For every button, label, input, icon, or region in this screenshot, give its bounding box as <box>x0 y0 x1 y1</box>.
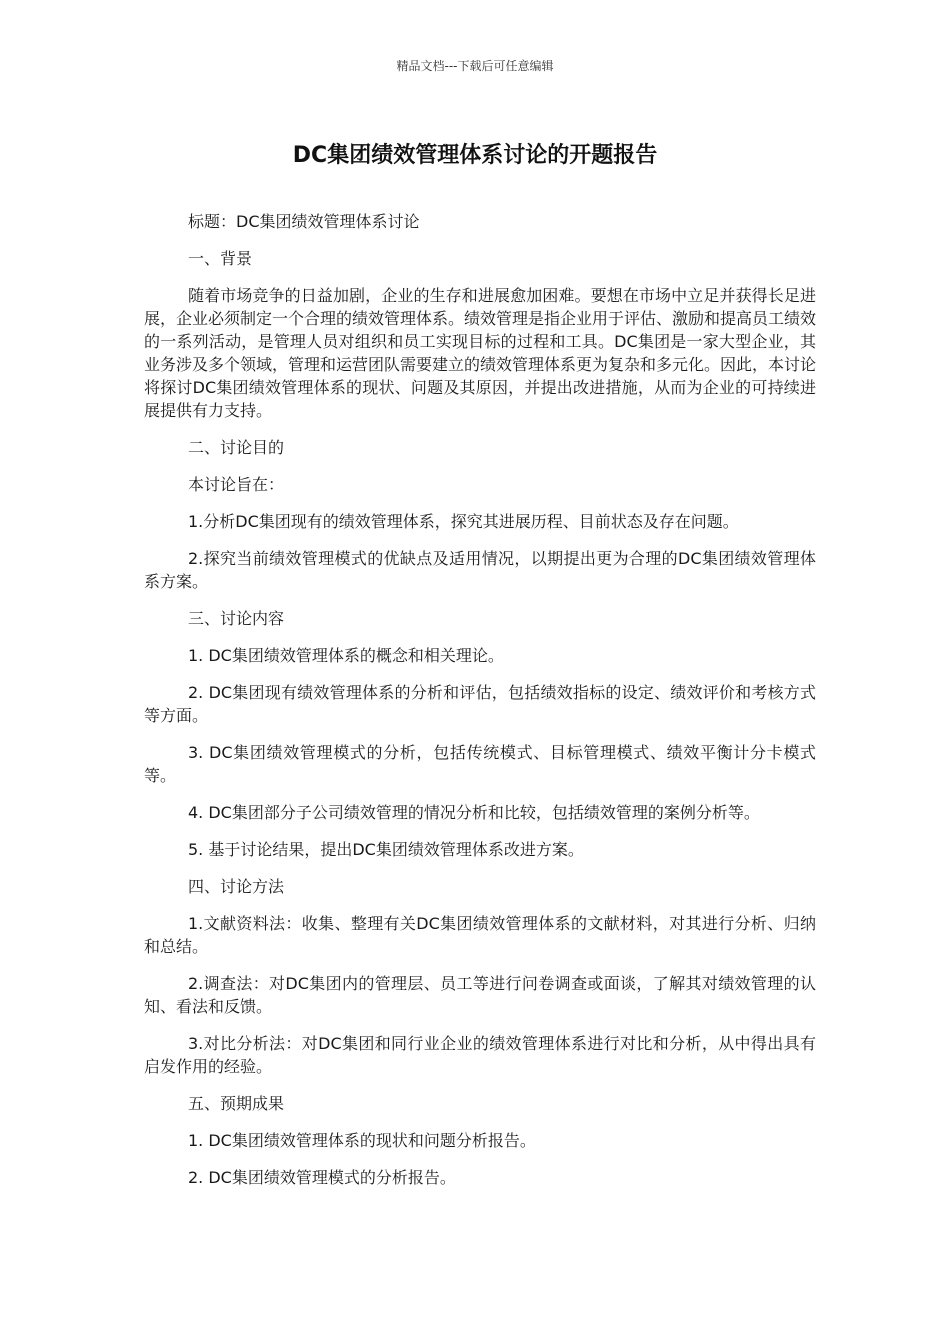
paragraph-content-item-4: 4. DC集团部分子公司绩效管理的情况分析和比较，包括绩效管理的案例分析等。 <box>188 803 760 822</box>
paragraph-content-item-5: 5. 基于讨论结果，提出DC集团绩效管理体系改进方案。 <box>188 840 584 859</box>
heading-expected-results: 五、预期成果 <box>188 1094 285 1113</box>
paragraph-method-item-1: 1.文献资料法：收集、整理有关DC集团绩效管理体系的文献材料，对其进行分析、归纳和总结。 <box>144 914 816 956</box>
paragraph-content-item-1: 1. DC集团绩效管理体系的概念和相关理论。 <box>188 646 504 665</box>
heading-purpose: 二、讨论目的 <box>188 438 285 457</box>
paragraph-result-item-1: 1. DC集团绩效管理体系的现状和问题分析报告。 <box>188 1131 536 1150</box>
paragraph-purpose-intro: 本讨论旨在： <box>188 475 285 494</box>
paragraph-result-item-2: 2. DC集团绩效管理模式的分析报告。 <box>188 1168 456 1187</box>
paragraph-content-item-3: 3. DC集团绩效管理模式的分析，包括传统模式、目标管理模式、绩效平衡计分卡模式等。 <box>144 743 816 785</box>
header-note: 精品文档---下载后可任意编辑 <box>396 59 554 73</box>
paragraph-method-item-3: 3.对比分析法：对DC集团和同行业企业的绩效管理体系进行对比和分析，从中得出具有启发作用的经验。 <box>144 1034 816 1076</box>
paragraph-purpose-item-2: 2.探究当前绩效管理模式的优缺点及适用情况，以期提出更为合理的DC集团绩效管理体系方案。 <box>144 549 816 591</box>
heading-content: 三、讨论内容 <box>188 609 285 628</box>
paragraph-subject-line: 标题：DC集团绩效管理体系讨论 <box>188 212 420 231</box>
heading-methods: 四、讨论方法 <box>188 877 285 896</box>
paragraph-content-item-2: 2. DC集团现有绩效管理体系的分析和评估，包括绩效指标的设定、绩效评价和考核方式等方面。 <box>144 683 816 725</box>
heading-background: 一、背景 <box>188 249 253 268</box>
document-title: DC集团绩效管理体系讨论的开题报告 <box>292 143 658 168</box>
paragraph-background: 随着市场竞争的日益加剧，企业的生存和进展愈加困难。要想在市场中立足并获得长足进展，企业必须制定一个合理的绩效管理体系。绩效管理是指企业用于评估、激励和提高员工绩效的一系列活动，是管理人员对组织和员工实现目标的过程和工具。DC集团是一家大型企业，其业务涉及多个领域，管理和运营团队需要建立的绩效管理体系更为复杂和多元化。因此，本讨论将探讨DC集团绩效管理体系的现状、问题及其原因，并提出改进措施，从而为企业的可持续进展提供有力支持。 <box>144 286 817 420</box>
paragraph-purpose-item-1: 1.分析DC集团现有的绩效管理体系，探究其进展历程、目前状态及存在问题。 <box>188 512 739 531</box>
document-body <box>144 210 816 1203</box>
paragraph-method-item-2: 2.调查法：对DC集团内的管理层、员工等进行问卷调查或面谈，了解其对绩效管理的认知、看法和反馈。 <box>144 974 816 1016</box>
